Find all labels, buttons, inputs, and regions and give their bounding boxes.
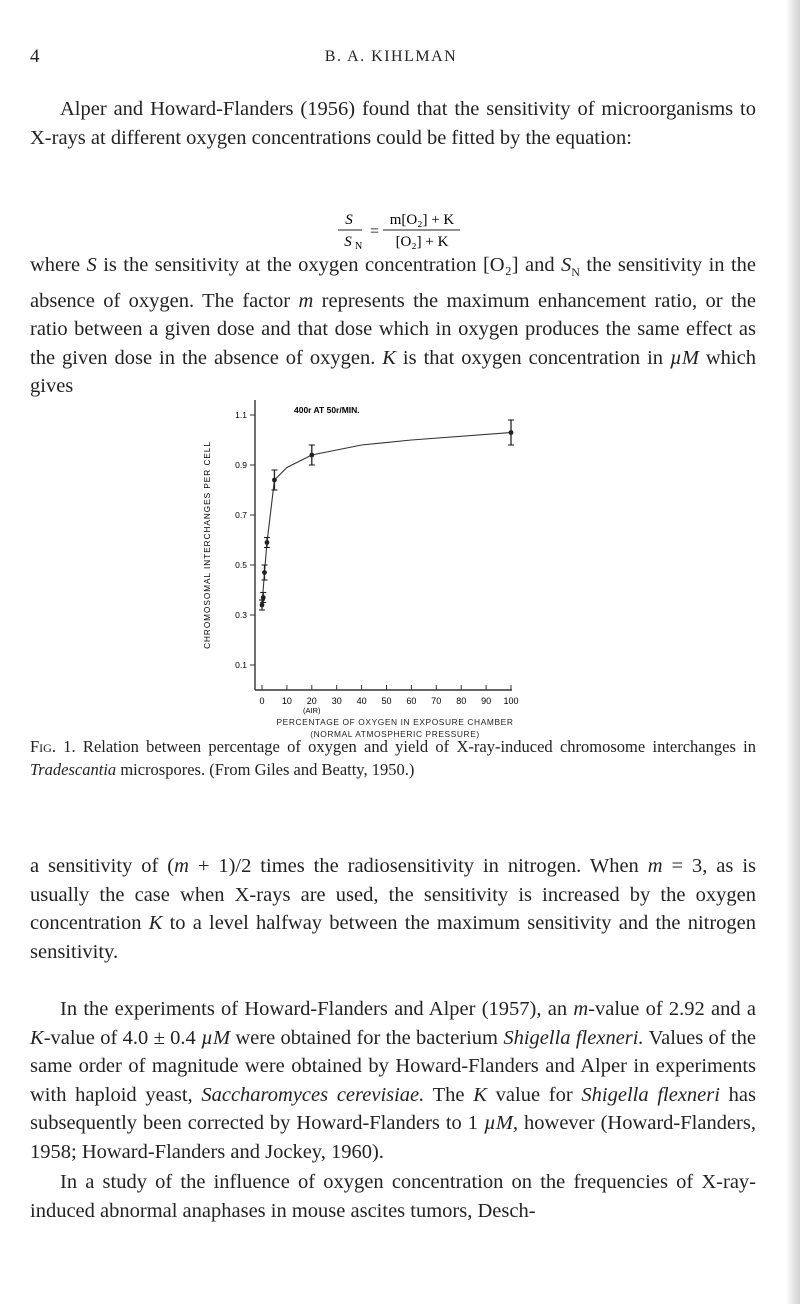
x-tick-label: 0 [259,696,265,706]
text-run: -value of 2.92 and a [588,998,756,1020]
equation-rhs-denominator: [O₂] + K [395,234,449,250]
equation-lhs-denominator-sub: N [355,241,363,252]
unit-micromolar: µM [670,346,699,369]
species-name: Shigella flexneri. [503,1026,644,1049]
x-axis-label: PERCENTAGE OF OXYGEN IN EXPOSURE CHAMBER (NORMAL ATMOSPHERIC PRESSURE) [276,717,514,739]
unit-micromolar: µM, [484,1112,519,1134]
text-run: were obtained for the bacterium [230,1026,504,1049]
y-tick-label: 0.1 [235,660,247,670]
paragraph-sensitivity [30,852,756,966]
unit-micromolar: µM [201,1026,231,1049]
x-tick-label: 90 [481,696,492,706]
symbol-k: K [30,1026,44,1049]
text-run: to a level halfway between the maximum sensitivity and the nitrogen sensitivity. [30,912,757,963]
data-point [262,570,267,575]
x-tick-label: 100 [503,696,519,706]
equation-rhs-numerator: m[O₂] + K [389,212,455,228]
equation-equals: = [370,223,380,240]
x-tick-label: 60 [406,696,417,706]
data-point [509,430,514,435]
paragraph-experiments [30,995,756,1166]
symbol-m: m [647,855,663,877]
x-tick-label: 50 [381,696,392,706]
x-tick-label: 80 [456,696,467,706]
text-run: the sensitivity in the absence of oxygen. The factor [30,254,756,312]
symbol-m: m [174,855,189,877]
running-head: B. A. KIHLMAN [324,48,458,65]
text-run: In a study of the influence of oxygen concentration on the frequencies of X-ray-induced abnormal anaphases in mouse ascites tumors, Desch- [30,1171,756,1222]
text-run: is the sensitivity at the oxygen concentration [O₂] and [96,254,562,276]
x-tick-label: 30 [331,696,342,706]
symbol-k: K [382,346,396,369]
species-name: Shigella flexneri [581,1083,720,1106]
y-tick-label: 0.7 [235,510,247,520]
caption-species: Tradescantia [30,759,117,779]
equation-lhs-numerator: S [345,212,353,228]
text-run: however (Howard-Flanders, 1958; Howard-Flanders and Jockey, 1960). [30,1112,756,1163]
text-run: microspores. (From Giles and Beatty, 1950.) [116,759,415,779]
text-run: where [30,254,87,276]
x-tick-label: 20 [306,696,317,706]
text-run: is that oxygen concentration in [395,346,671,369]
symbol-m: m [573,998,589,1020]
y-tick-label: 1.1 [235,410,247,420]
text-run: a sensitivity of ( [30,855,175,877]
x-tick-label: 70 [431,696,442,706]
paragraph-desch [30,1168,756,1225]
caption-label: Fig. 1. [30,737,76,756]
text-run: = 3, as is usually the case when X-rays are used, the sensitivity is increased by the oxygen concentration [30,855,756,934]
figure-annotation: 400r AT 50r/MIN. [294,405,360,415]
y-tick-label: 0.5 [235,560,247,570]
x-tick-label: 10 [281,696,292,706]
symbol-s: S [86,254,97,276]
symbol-sn-subscript: N [571,265,580,280]
data-point [261,595,266,600]
page-number: 4 [30,46,40,67]
x-tick-label: 40 [356,696,367,706]
data-points [259,420,514,610]
y-axis-label: CHROMOSOMAL INTERCHANGES PER CELL [203,441,212,649]
text-run: value for [486,1083,582,1106]
text-run: represents the maximum enhancement ratio, or the ratio between a given dose and that dose which in oxygen produces the same effect as the given dose in the absence of oxygen. [30,289,756,369]
symbol-m: m [298,289,314,312]
data-point [265,540,270,545]
x-axis-ticks [259,685,518,706]
symbol-sn: S [561,254,572,276]
paragraph-intro-text: Alper and Howard-Flanders (1956) found that the sensitivity of microorganisms to X-rays at different oxygen concentrations could be fitted by the equation: [30,98,756,149]
y-axis-ticks [235,410,255,670]
data-point [272,478,277,483]
data-point [309,453,314,458]
text-run: + 1)/2 times the radiosensitivity in nitrogen. When [188,855,648,877]
x-axis-sublabel: (AIR) [303,706,321,715]
fitted-curve [262,433,511,606]
symbol-k: K [148,912,163,934]
text-run: Relation between percentage of oxygen and yield of X-ray-induced chromosome interchanges in [75,737,756,756]
species-name: Saccharomyces cerevisiae. [201,1083,425,1106]
y-tick-label: 0.3 [235,610,247,620]
text-run: which gives [30,346,756,398]
y-tick-label: 0.9 [235,460,247,470]
equation-lhs-denominator: S [344,234,352,250]
text-run: The [424,1083,474,1106]
symbol-k: K [473,1083,487,1106]
data-point [260,603,265,608]
text-run: -value of 4.0 ± 0.4 [43,1026,202,1049]
text-run: has subsequently been corrected by Howard-Flanders to 1 [30,1083,757,1134]
text-run: In the experiments of Howard-Flanders and Alper (1957), an [60,998,574,1020]
text-run: Values of the same order of magnitude were obtained by Howard-Flanders and Alper in experiments with haploid yeast, [30,1026,757,1106]
figure-caption [30,736,756,781]
